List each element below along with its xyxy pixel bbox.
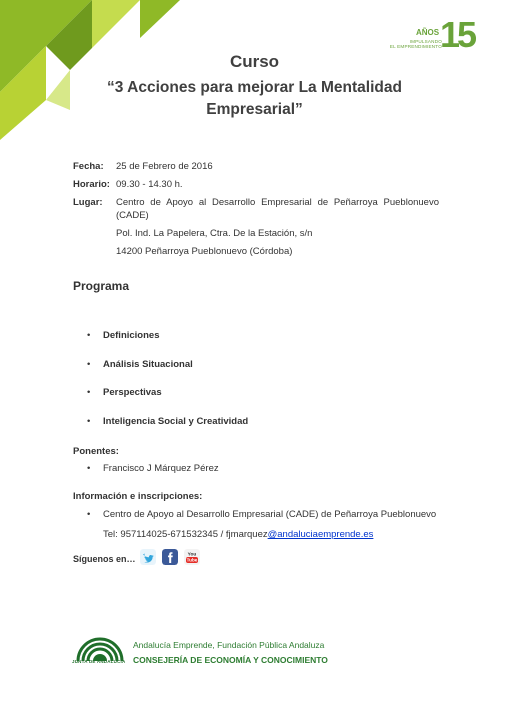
direccion-line2: 14200 Peñarroya Pueblonuevo (Córdoba): [116, 246, 293, 257]
facebook-icon[interactable]: [162, 549, 178, 565]
logo-subtitle: [382, 39, 442, 50]
lugar-value: Centro de Apoyo al Desarrollo Empresarial de Peñarroya Pueblonuevo (CADE): [116, 197, 439, 221]
course-details: [73, 160, 439, 263]
programa-list: [73, 330, 248, 444]
inscripciones-heading: Información e inscripciones:: [73, 491, 203, 502]
contact-line: [103, 529, 373, 540]
fecha-row: [73, 160, 439, 173]
bullet: •: [87, 463, 91, 474]
inscripciones-center: Centro de Apoyo al Desarrollo Empresarial (CADE) de Peñarroya Pueblonuevo: [103, 509, 437, 520]
list-item: • Análisis Situacional: [73, 359, 248, 388]
course-subtitle-line2: Empresarial”: [206, 101, 303, 118]
youtube-icon[interactable]: [184, 549, 200, 565]
email-link[interactable]: @andaluciaemprende.es: [267, 529, 374, 540]
course-title-block: [0, 52, 509, 120]
fecha-value: 25 de Febrero de 2016: [116, 161, 213, 172]
ponentes-heading: Ponentes:: [73, 446, 119, 457]
youtube-label-tube: Tube: [186, 557, 198, 563]
lugar-row: [73, 196, 439, 222]
list-item: • Inteligencia Social y Creatividad: [73, 416, 248, 445]
list-item: • Perspectivas: [73, 387, 248, 416]
youtube-label-you: You: [187, 552, 197, 558]
footer-fundacion: Andalucía Emprende, Fundación Pública Andaluza: [133, 640, 325, 650]
junta-label: JUNTA DE ANDALUCIA: [72, 659, 126, 664]
junta-andalucia-logo: [72, 630, 128, 670]
lugar-label: Lugar:: [73, 197, 103, 208]
contact-tel: Tel: 957114025-671532345 / fjmarquez: [103, 529, 268, 540]
bullet: •: [87, 509, 91, 520]
horario-row: [73, 178, 439, 191]
twitter-icon[interactable]: [140, 549, 156, 565]
direccion-line1: Pol. Ind. La Papelera, Ctra. De la Estación, s/n: [116, 228, 313, 239]
list-item: • Definiciones: [73, 330, 248, 359]
logo-subtitle-line1: IMPULSANDO: [409, 39, 442, 44]
course-title: Curso: [229, 52, 280, 71]
siguenos-label: Síguenos en…: [73, 554, 136, 564]
horario-label: Horario:: [73, 179, 110, 190]
programa-heading: Programa: [73, 279, 130, 293]
ponente-name: Francisco J Márquez Pérez: [103, 463, 219, 474]
logo-anos: AÑOS: [416, 28, 440, 37]
footer-consejeria: CONSEJERÍA DE ECONOMÍA Y CONOCIMIENTO: [133, 655, 328, 665]
course-subtitle-line1: “3 Acciones para mejorar La Mentalidad: [107, 79, 402, 96]
horario-value: 09.30 - 14.30 h.: [116, 179, 183, 190]
logo-number: 15: [440, 14, 475, 55]
fecha-label: Fecha:: [73, 161, 104, 172]
logo-subtitle-line2: EL EMPRENDIMIENTO: [389, 44, 442, 50]
